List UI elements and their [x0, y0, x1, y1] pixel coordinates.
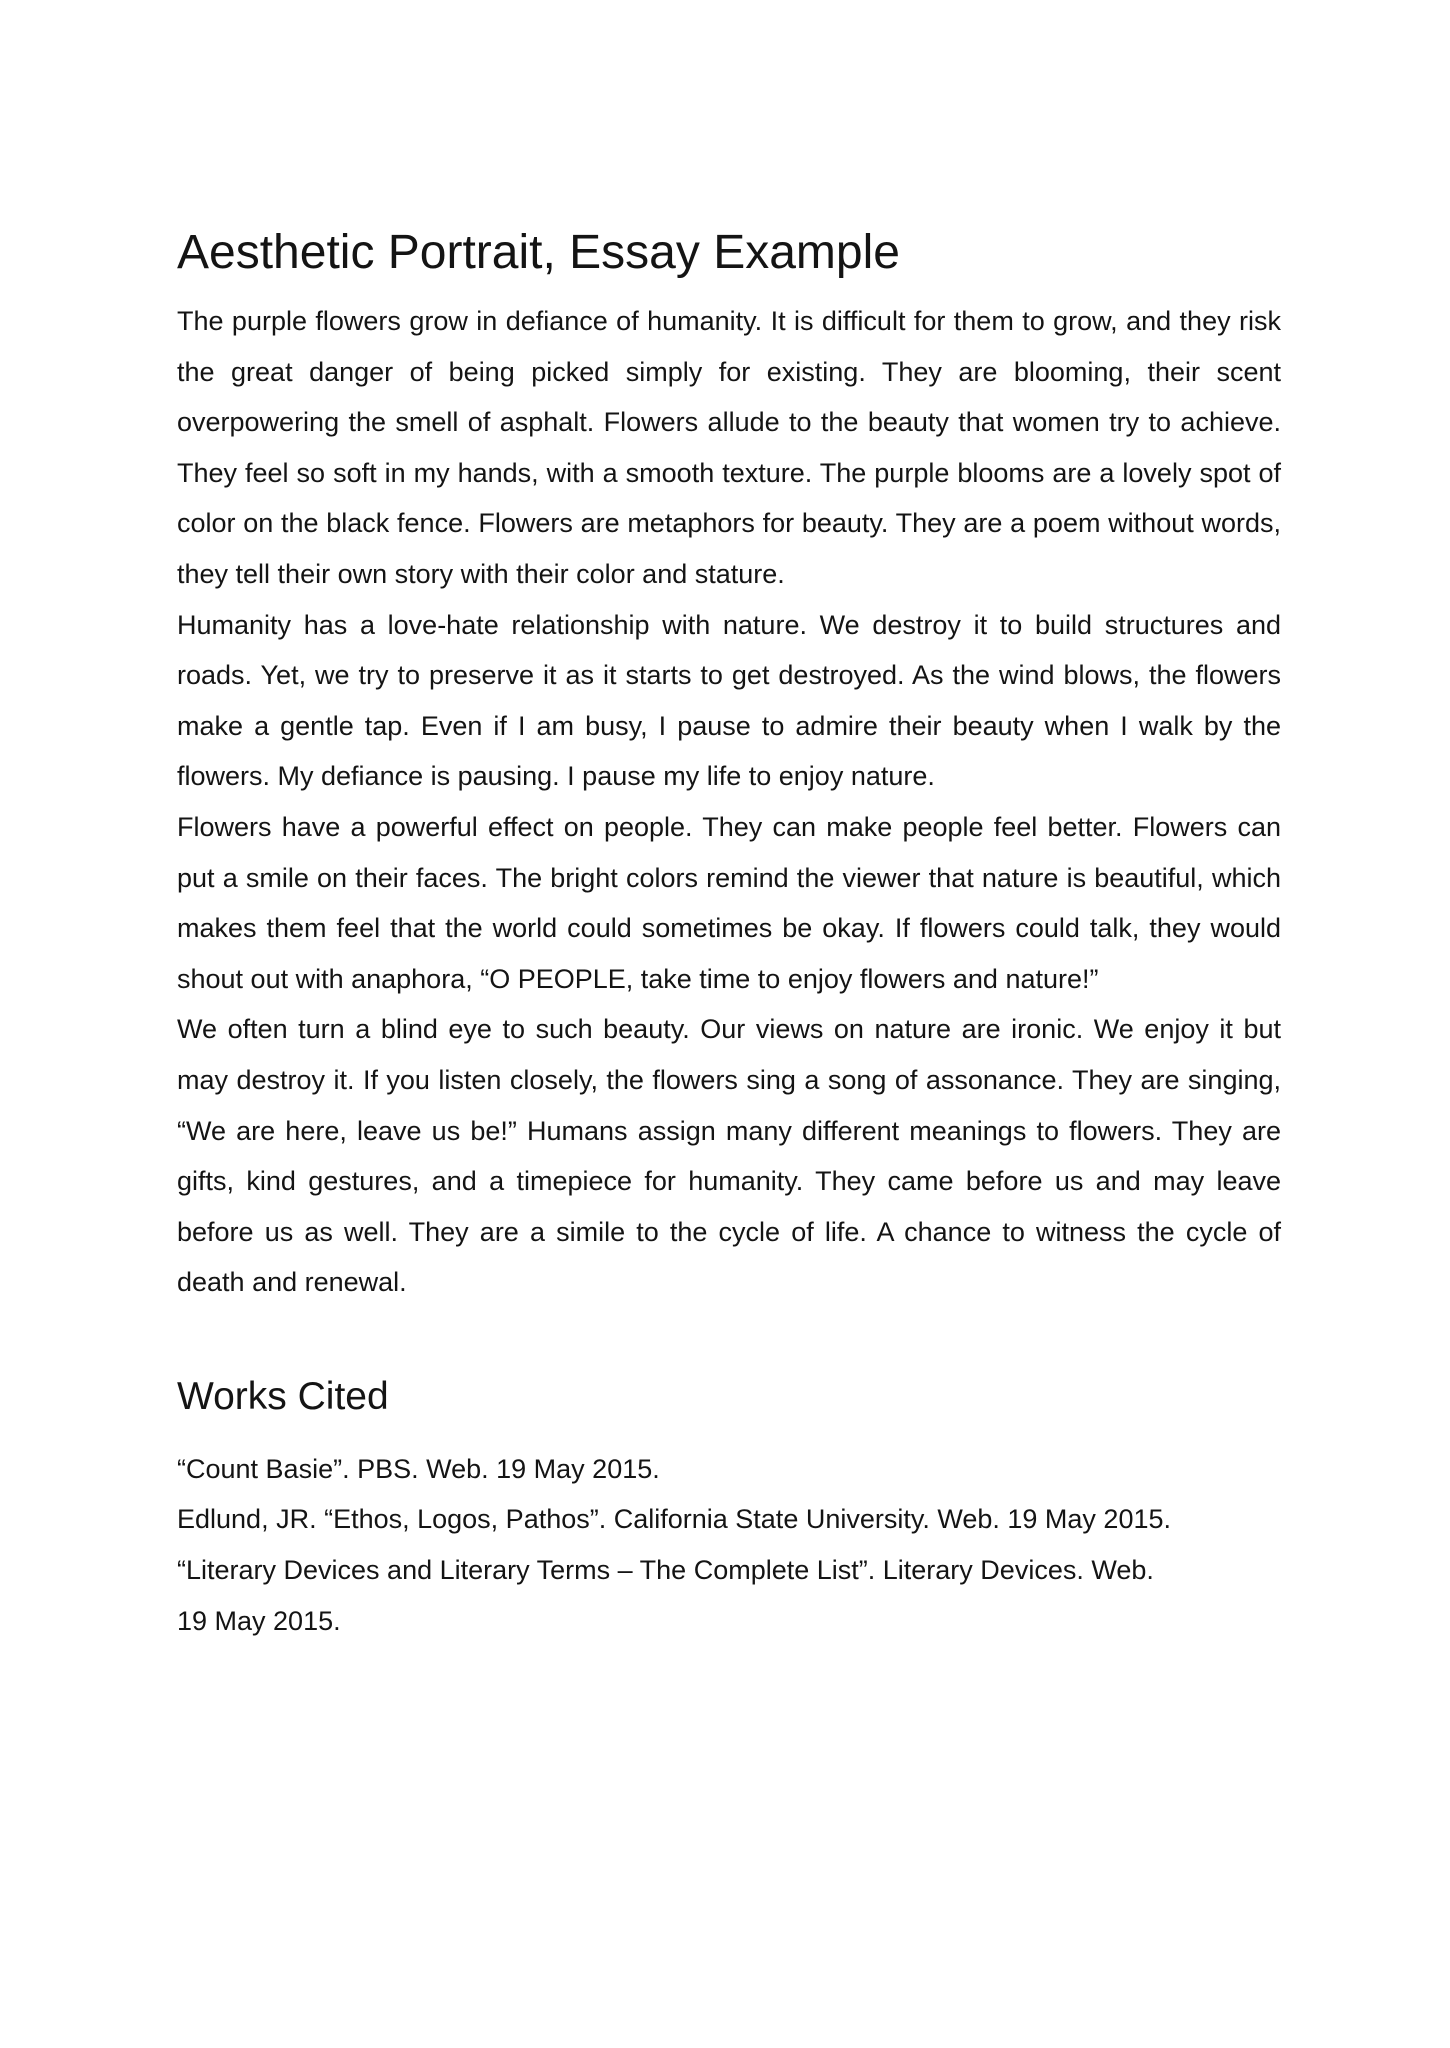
citation-entry: “Literary Devices and Literary Terms – The Complete List”. Literary Devices. Web.	[177, 1555, 1154, 1586]
essay-paragraph-4: We often turn a blind eye to such beauty. Our views on nature are ironic. We enjoy it but may destroy it. If you listen closely, the flowers sing a song of assonance. They are singing, “We are here, leave us be!” Humans assign many different meanings to flowers. They are gifts, kind gestures, and a timepiece for humanity. They came before us and may leave before us as well. They are a simile to the cycle of life. A chance to witness the cycle of death and renewal.	[177, 1014, 1281, 1298]
citation-entry: “Count Basie”. PBS. Web. 19 May 2015.	[177, 1453, 660, 1484]
document-title: Aesthetic Portrait, Essay Example	[177, 226, 900, 279]
works-cited-heading: Works Cited	[177, 1374, 389, 1418]
citation-entry: Edlund, JR. “Ethos, Logos, Pathos”. California State University. Web. 19 May 2015.	[177, 1504, 1171, 1535]
citation-entry: 19 May 2015.	[177, 1605, 341, 1636]
essay-paragraph-2: Humanity has a love-hate relationship with nature. We destroy it to build structures and roads. Yet, we try to preserve it as it starts to get destroyed. As the wind blows, the flowers make a gentle tap. Even if I am busy, I pause to admire their beauty when I walk by the flowers. My defiance is pausing. I pause my life to enjoy nature.	[177, 609, 1281, 792]
essay-paragraph-1: The purple flowers grow in defiance of humanity. It is difficult for them to grow, and they risk the great danger of being picked simply for existing. They are blooming, their scent overpowering the smell of asphalt. Flowers allude to the beauty that women try to achieve. They feel so soft in my hands, with a smooth texture. The purple blooms are a lovely spot of color on the black fence. Flowers are metaphors for beauty. They are a poem without words, they tell their own story with their color and stature.	[177, 306, 1281, 589]
works-cited-list	[177, 1444, 1281, 1646]
document-page	[177, 220, 1281, 1646]
essay-paragraph-3: Flowers have a powerful effect on people. They can make people feel better. Flowers can put a smile on their faces. The bright colors remind the viewer that nature is beautiful, which makes them feel that the world could sometimes be okay. If flowers could talk, they would shout out with anaphora, “O PEOPLE, take time to enjoy flowers and nature!”	[177, 811, 1281, 994]
